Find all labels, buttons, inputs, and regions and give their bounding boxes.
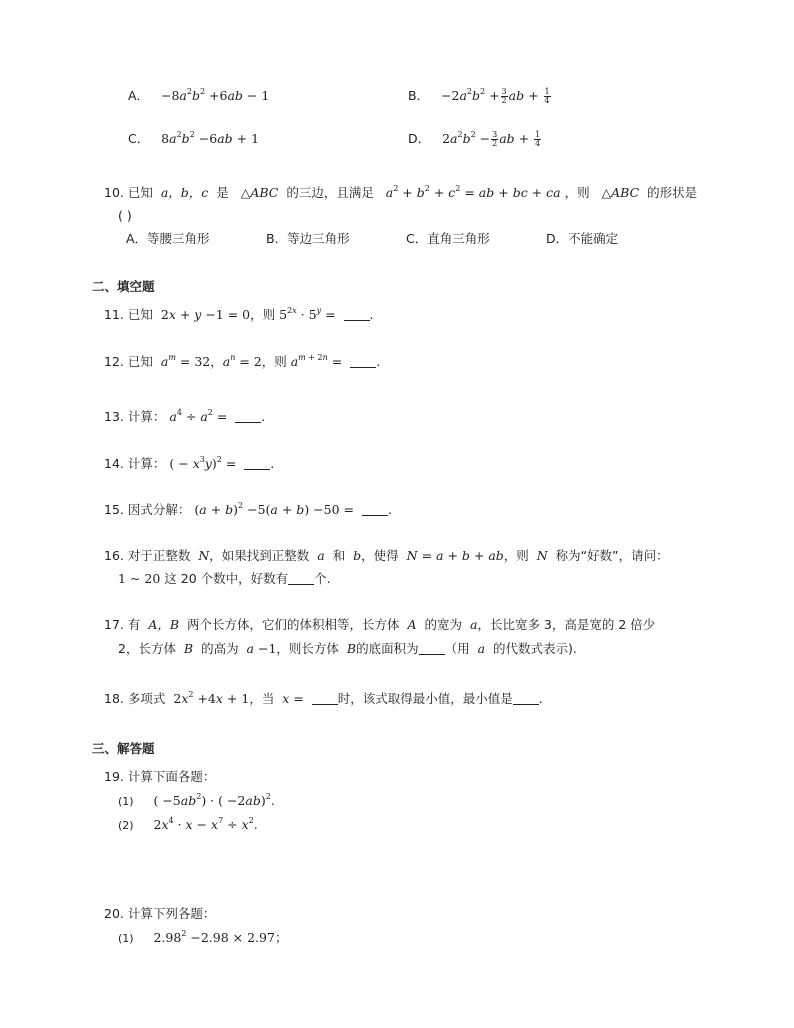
text: 的宽为 bbox=[424, 617, 463, 632]
text: ，则 bbox=[250, 307, 276, 322]
answer-blank[interactable] bbox=[244, 457, 270, 470]
q9-option-d-expr: $2a^2b^2$ − $\frac{3}{2}$ ab + $\frac{1}{4}$ bbox=[434, 130, 541, 148]
math: x = bbox=[282, 691, 308, 706]
answer-blank[interactable] bbox=[362, 503, 388, 516]
text: 2，长方体 bbox=[118, 641, 176, 656]
answer-blank[interactable] bbox=[288, 572, 314, 585]
text: 因式分解： bbox=[127, 502, 191, 517]
math: $(a + b)^2 -5(a + b) -50$ = bbox=[194, 501, 358, 517]
q16-line2 bbox=[118, 571, 331, 587]
q9-option-c-expr: $8a^2b^2 -6ab + 1$ bbox=[153, 130, 260, 146]
section-heading-answer: 三、解答题 bbox=[92, 741, 155, 756]
text: . bbox=[369, 307, 374, 322]
question-number: 17. bbox=[104, 617, 124, 632]
text: . bbox=[538, 691, 543, 706]
math: a bbox=[473, 641, 489, 656]
math: a，b，c bbox=[156, 185, 213, 200]
q9-option-c bbox=[128, 131, 259, 147]
q9-option-a-expr: $-8a^2b^2 +6ab - 1$ bbox=[153, 87, 270, 103]
question-number: 15. bbox=[104, 502, 124, 517]
text: 已知 bbox=[127, 185, 153, 200]
text: . bbox=[261, 409, 266, 424]
math: a bbox=[313, 548, 329, 563]
math: a −1 bbox=[246, 641, 277, 656]
math: B bbox=[342, 641, 357, 656]
math: 2x + y −1 = 0 bbox=[156, 307, 251, 322]
q19-part2 bbox=[118, 817, 258, 834]
question-number: 10. bbox=[104, 185, 124, 200]
q15 bbox=[104, 502, 392, 518]
option-label: C． bbox=[128, 131, 150, 146]
q11 bbox=[104, 307, 374, 323]
math: a bbox=[466, 617, 478, 632]
q9-option-d bbox=[408, 131, 542, 148]
q13 bbox=[104, 409, 265, 425]
option-label: D． bbox=[408, 131, 431, 146]
answer-blank[interactable] bbox=[344, 308, 370, 321]
question-number: 20. bbox=[104, 906, 124, 921]
question-number: 14. bbox=[104, 456, 124, 471]
part-number: (2) bbox=[118, 819, 134, 832]
math: $2x^2 +4x + 1$ bbox=[169, 690, 250, 706]
text: 多项式 bbox=[127, 691, 166, 706]
text: ，长比宽多 3，高是宽的 2 倍少 bbox=[477, 617, 656, 632]
math: $a^4 \div a^2$ = bbox=[169, 408, 232, 424]
math: $a^2 + b^2 + c^2$ = ab + bc + ca bbox=[385, 184, 561, 200]
text: 时，该式取得最小值，最小值是 bbox=[337, 691, 513, 706]
text: 计算： bbox=[127, 456, 166, 471]
text: ，使得 bbox=[361, 548, 399, 563]
question-number: 19. bbox=[104, 769, 124, 784]
question-number: 18. bbox=[104, 691, 124, 706]
q17-line1 bbox=[104, 617, 655, 633]
q12 bbox=[104, 354, 380, 370]
math: A，B bbox=[144, 617, 184, 632]
math: 1 ~ 20 bbox=[118, 571, 161, 586]
q10-option-c: C．直角三角形 bbox=[406, 231, 490, 246]
text: 已知 bbox=[127, 354, 153, 369]
q16-line1 bbox=[104, 548, 669, 564]
q9-option-b-expr: $-2a^2b^2$ + $\frac{3}{2}$ ab + $\frac{1}{4}$ bbox=[433, 87, 550, 105]
math: $a^{m + 2n}$ = bbox=[290, 353, 347, 369]
text: ，如果找到正整数 bbox=[209, 548, 310, 563]
q9-option-b bbox=[408, 88, 552, 105]
text: 个. bbox=[314, 571, 331, 586]
text: 两个长方体，它们的体积相等，长方体 bbox=[187, 617, 400, 632]
question-number: 11. bbox=[104, 307, 124, 322]
answer-blank[interactable] bbox=[419, 642, 445, 655]
part-number: (1) bbox=[118, 795, 134, 808]
text: ，则 bbox=[503, 548, 529, 563]
text: 有 bbox=[127, 617, 141, 632]
text: . bbox=[376, 354, 381, 369]
math: B bbox=[179, 641, 198, 656]
question-number: 12. bbox=[104, 354, 124, 369]
text: 计算下列各题： bbox=[127, 906, 216, 921]
section-heading-fill-in: 二、填空题 bbox=[92, 279, 155, 294]
q19-title bbox=[104, 769, 215, 785]
math: N = a + b + ab bbox=[406, 548, 504, 563]
text: 的三边，且满足 bbox=[286, 185, 374, 200]
text: 计算下面各题： bbox=[127, 769, 216, 784]
math: $a^m = 32$，$a^n = 2$ bbox=[160, 353, 262, 369]
q20-part1 bbox=[118, 930, 287, 947]
option-label: B． bbox=[408, 88, 430, 103]
text: . bbox=[387, 502, 392, 517]
text: ，则 bbox=[564, 185, 590, 200]
text: 对于正整数 bbox=[127, 548, 191, 563]
q10-option-b: B．等边三角形 bbox=[266, 231, 350, 246]
math: A bbox=[403, 617, 421, 632]
math: ( − $x^3y)^2$ = bbox=[169, 455, 241, 471]
q20-title bbox=[104, 906, 215, 922]
q10-option-d: D．不能确定 bbox=[546, 231, 619, 246]
question-number: 16. bbox=[104, 548, 124, 563]
math: b bbox=[349, 548, 362, 563]
text: ，则长方体 bbox=[276, 641, 339, 656]
text: 计算： bbox=[127, 409, 166, 424]
math: $5^{2x} \cdot 5^y$ = bbox=[279, 306, 340, 322]
q9-option-a bbox=[128, 88, 269, 104]
option-label: A． bbox=[128, 88, 150, 103]
text: ，则 bbox=[261, 354, 287, 369]
part-number: (1) bbox=[118, 932, 134, 945]
text: . bbox=[270, 456, 275, 471]
text: 这 20 个数中，好数有 bbox=[164, 571, 289, 586]
text: 和 bbox=[332, 548, 346, 563]
text: （用 bbox=[444, 641, 470, 656]
text: 的底面积为 bbox=[356, 641, 419, 656]
q18 bbox=[104, 691, 543, 707]
text: 的高为 bbox=[201, 641, 239, 656]
text: 称为“好数”，请问： bbox=[555, 548, 669, 563]
math: △ABC bbox=[593, 185, 640, 200]
q14 bbox=[104, 456, 274, 472]
q17-line2 bbox=[118, 641, 577, 657]
question-number: 13. bbox=[104, 409, 124, 424]
text: 的代数式表示). bbox=[492, 641, 577, 656]
answer-blank[interactable] bbox=[312, 692, 338, 705]
math: $2x^4 \cdot x - x^7 \div x^2$. bbox=[137, 816, 258, 832]
answer-blank[interactable] bbox=[350, 355, 376, 368]
math: $2.98^2 -2.98 \times 2.97$； bbox=[137, 929, 288, 945]
text: ，当 bbox=[249, 691, 275, 706]
text: 已知 bbox=[127, 307, 153, 322]
math: ( $-5ab^2$) · ( −2ab)$^2$. bbox=[137, 792, 275, 808]
answer-blank[interactable] bbox=[513, 692, 539, 705]
q10-stem bbox=[104, 185, 697, 201]
q10-answer-paren: ( ) bbox=[118, 208, 132, 223]
answer-blank[interactable] bbox=[235, 410, 261, 423]
text: 的形状是 bbox=[647, 185, 698, 200]
q19-part1 bbox=[118, 793, 275, 810]
math: N bbox=[194, 548, 210, 563]
text: 是 bbox=[216, 185, 229, 200]
q10-option-a: A．等腰三角形 bbox=[126, 231, 210, 246]
math: N bbox=[532, 548, 552, 563]
math: △ABC bbox=[232, 185, 279, 200]
